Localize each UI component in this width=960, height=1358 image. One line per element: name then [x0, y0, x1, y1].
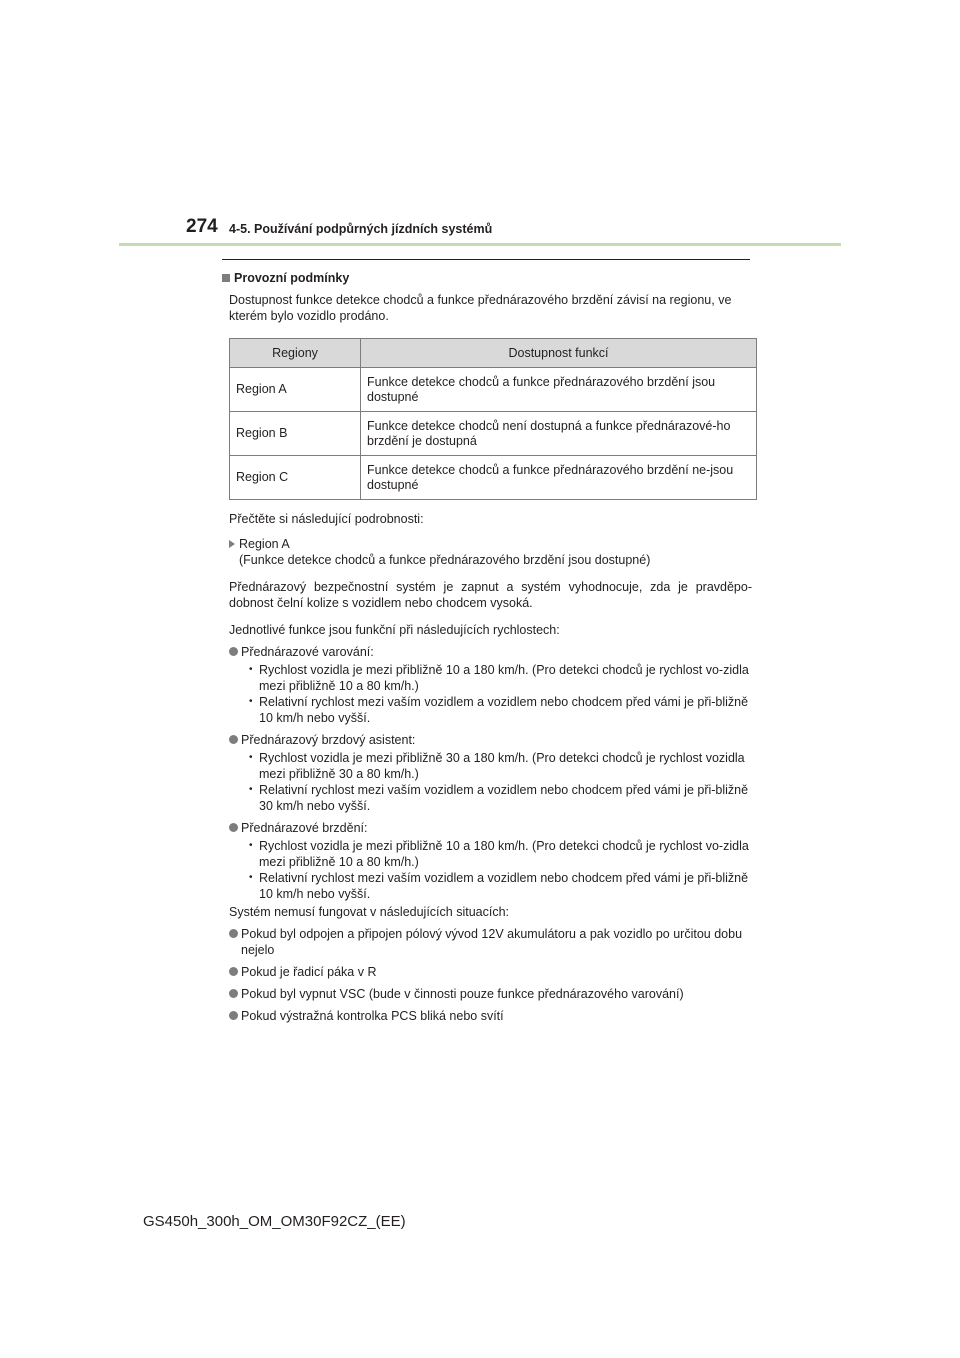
table-header-row	[230, 339, 757, 368]
function-title: Přednárazový brzdový asistent:	[241, 733, 416, 747]
section-heading	[222, 270, 752, 286]
regions-table	[229, 338, 757, 500]
function-item	[229, 732, 752, 748]
section-title: 4-5. Používání podpůrných jízdních systémů	[229, 222, 493, 236]
function-conditions	[229, 750, 752, 814]
table-cell-availability: Funkce detekce chodců a funkce přednárazového brzdění jsou dostupné	[361, 368, 757, 412]
list-item: • Rychlost vozidla je mezi přibližně 30 a 180 km/h. (Pro detekci chodců je rychlost vozidla mezi přibližně 30 a 80 km/h.)	[251, 750, 752, 782]
circle-bullet-icon	[229, 735, 238, 744]
list-item: • Rychlost vozidla je mezi přibližně 10 a 180 km/h. (Pro detekci chodců je rychlost vo-zidla mezi přibližně 10 a 80 km/h.)	[251, 838, 752, 870]
table-cell-availability: Funkce detekce chodců a funkce přednárazového brzdění ne-jsou dostupné	[361, 456, 757, 500]
table-cell-region: Region A	[230, 368, 361, 412]
function-conditions	[229, 838, 752, 902]
region-item-sub: (Funkce detekce chodců a funkce přednárazového brzdění jsou dostupné)	[239, 553, 651, 567]
paragraph: Jednotlivé funkce jsou funkční při následujících rychlostech:	[229, 623, 560, 637]
table-cell-region: Region C	[230, 456, 361, 500]
region-item-title: Region A	[239, 537, 290, 551]
arrow-right-icon	[229, 540, 235, 548]
situation-item	[229, 964, 752, 980]
table-row	[230, 456, 757, 500]
circle-bullet-icon	[229, 1011, 238, 1020]
header-rule	[119, 243, 841, 246]
table-header-cell: Dostupnost funkcí	[361, 339, 757, 368]
footer-code: GS450h_300h_OM_OM30F92CZ_(EE)	[143, 1213, 406, 1230]
circle-bullet-icon	[229, 967, 238, 976]
list-item: • Rychlost vozidla je mezi přibližně 10 a 180 km/h. (Pro detekci chodců je rychlost vo-zidla mezi přibližně 10 a 80 km/h.)	[251, 662, 752, 694]
section-heading-text: Provozní podmínky	[234, 271, 350, 285]
circle-bullet-icon	[229, 647, 238, 656]
circle-bullet-icon	[229, 929, 238, 938]
page-number: 274	[186, 216, 218, 237]
list-item: • Relativní rychlost mezi vaším vozidlem a vozidlem nebo chodcem před vámi je při-bližně 10 km/h nebo vyšší.	[251, 694, 752, 726]
function-item	[229, 644, 752, 660]
square-bullet-icon	[222, 274, 230, 282]
circle-bullet-icon	[229, 823, 238, 832]
situation-item	[229, 1008, 752, 1024]
function-item	[229, 820, 752, 836]
situation-item	[229, 986, 752, 1002]
circle-bullet-icon	[229, 989, 238, 998]
function-title: Přednárazové brzdění:	[241, 821, 368, 835]
table-row	[230, 368, 757, 412]
table-cell-availability: Funkce detekce chodců není dostupná a funkce přednárazové-ho brzdění je dostupná	[361, 412, 757, 456]
region-item	[229, 536, 752, 568]
function-conditions	[229, 662, 752, 726]
situation-item	[229, 926, 752, 958]
situation-text: Pokud byl vypnut VSC (bude v činnosti pouze funkce přednárazového varování)	[241, 987, 684, 1001]
table-row	[230, 412, 757, 456]
situation-text: Pokud výstražná kontrolka PCS bliká nebo svítí	[241, 1009, 504, 1023]
situation-text: Pokud je řadicí páka v R	[241, 965, 377, 979]
table-cell-region: Region B	[230, 412, 361, 456]
page-content	[222, 270, 752, 1024]
situations-intro: Systém nemusí fungovat v následujících situacích:	[229, 905, 509, 919]
table-header-cell: Regiony	[230, 339, 361, 368]
list-item: • Relativní rychlost mezi vaším vozidlem a vozidlem nebo chodcem před vámi je při-bližně 10 km/h nebo vyšší.	[251, 870, 752, 902]
function-title: Přednárazové varování:	[241, 645, 374, 659]
paragraph: Přednárazový bezpečnostní systém je zapnut a systém vyhodnocuje, zda je pravděpo-dobnost čelní kolize s vozidlem nebo chodcem vysoká.	[229, 580, 752, 610]
list-item: • Relativní rychlost mezi vaším vozidlem a vozidlem nebo chodcem před vámi je při-bližně 30 km/h nebo vyšší.	[251, 782, 752, 814]
top-rule	[222, 259, 750, 260]
situation-text: Pokud byl odpojen a připojen pólový vývod 12V akumulátoru a pak vozidlo po určitou dobu nejelo	[241, 927, 743, 957]
read-more-text: Přečtěte si následující podrobnosti:	[229, 512, 424, 526]
section-intro: Dostupnost funkce detekce chodců a funkce přednárazového brzdění závisí na regionu, ve kterém bylo vozidlo prodáno.	[229, 293, 732, 323]
